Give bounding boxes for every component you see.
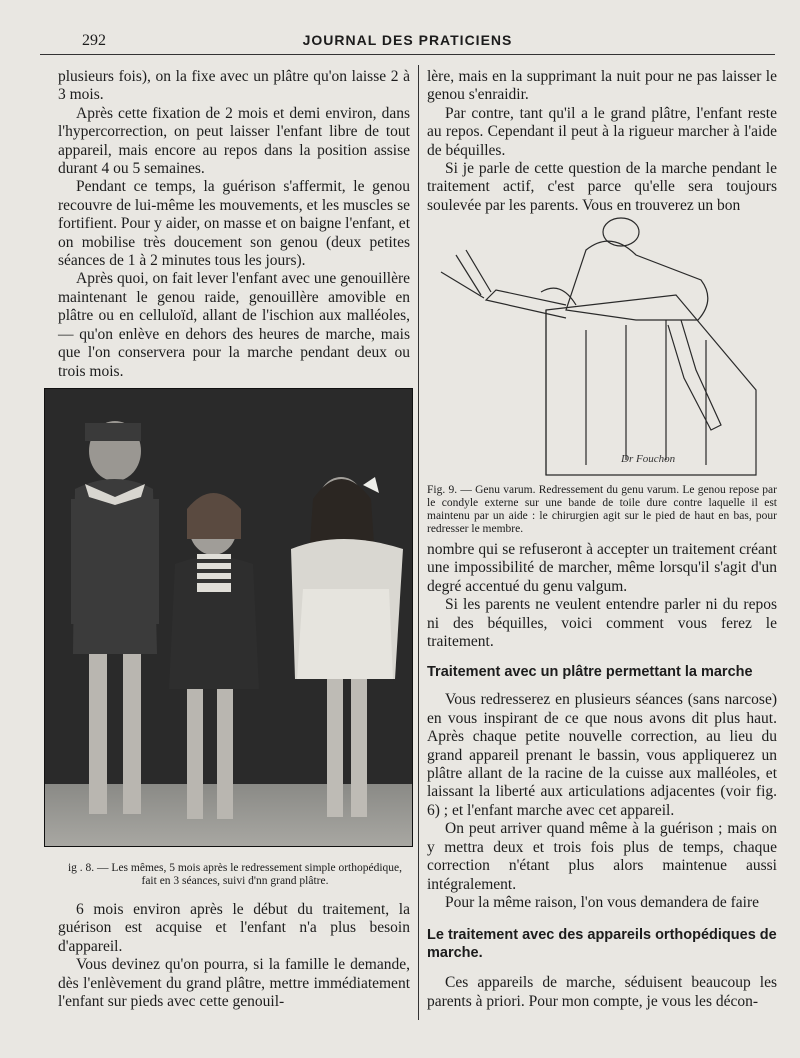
paragraph: Après quoi, on fait lever l'enfant avec une genouillère maintenant le genou raide, genouillère amovible en plâtre ou en celluloïd, allant de l'ischion aux malléoles, — qu'on enlève en dehors des heures de marche, mais que l'on conservera pour la marche pendant deux ou trois mois.	[58, 270, 410, 380]
journal-title: JOURNAL DES PRATICIENS	[302, 32, 513, 48]
figure-9-drawing	[436, 210, 771, 480]
page-number: 292	[82, 32, 106, 49]
children-photo-illustration	[45, 389, 412, 846]
paragraph: Si les parents ne veulent entendre parler ni du repos ni des béquilles, voici comment vous ferez le traitement.	[427, 596, 777, 651]
figure-9-caption-block	[427, 484, 777, 536]
paragraph: Vous redresserez en plusieurs séances (sans narcose) en vous inspirant de ce que nous avons dit plus haut. Après chaque petite nouvelle correction, au lieu du grand appareil prenant le bassin, vous appliquerez un plâtre allant de la racine de la cuisse aux malléoles, et laissant la liberté aux articulations adjacentes (voir fig. 6) ; et l'enfant marche avec cet appareil.	[427, 691, 777, 819]
paragraph: Ces appareils de marche, séduisent beaucoup les parents à priori. Pour mon compte, je vous les décon-	[427, 974, 777, 1010]
paragraph: Après cette fixation de 2 mois et demi environ, dans l'hypercorrection, on peut laisser l'enfant libre de tout appareil, mais encore au repos dans la position assise durant 4 ou 5 semaines.	[58, 104, 410, 178]
genu-varum-illustration	[436, 210, 771, 480]
figure-9-caption: Fig. 9. — Genu varum. Redressement du genu varum. Le genou repose par le condyle externe sur une bande de toile dure contre laquelle il est maintenu par un aide : le chirurgien agit sur le pied de haut en bas, pour redresser le membre.	[427, 484, 777, 535]
paragraph: 6 mois environ après le début du traitement, la guérison est acquise et l'enfant n'a plus besoin d'appareil.	[58, 901, 410, 955]
figure-8-caption: ig . 8. — Les mêmes, 5 mois après le redressement simple orthopédique, fait en 3 séances, suivi d'nn grand plâtre.	[67, 862, 403, 887]
drawing-signature: Dr Fouchon	[621, 453, 676, 465]
paragraph: lère, mais en la supprimant la nuit pour ne pas laisser le genou s'enraidir.	[427, 68, 777, 104]
section-title: Le traitement avec des appareils orthopédiques de marche.	[427, 927, 777, 962]
paragraph: On peut arriver quand même à la guérison ; mais on y mettra deux et trois fois plus de temps, chaque correction n'étant plus alors maintenue aussi intégralement.	[427, 820, 777, 893]
page-header	[40, 30, 775, 55]
column-divider	[418, 65, 419, 1020]
paragraph: Pour la même raison, l'on vous demandera de faire	[445, 893, 759, 911]
right-column-bottom	[427, 541, 777, 1011]
paragraph: nombre qui se refuseront à accepter un traitement créant une impossibilité de marcher, même lorsqu'il s'agit d'un degré accentué du genu valgum.	[427, 541, 777, 595]
left-column-top	[58, 68, 410, 381]
figure-8-photograph	[44, 388, 413, 847]
figure-8-caption-block	[66, 862, 404, 888]
paragraph: Vous devinez qu'on pourra, si la famille le demande, dès l'enlèvement du grand plâtre, mettre immédiatement l'enfant sur pieds avec cette genouil-	[58, 956, 410, 1011]
paragraph: Pendant ce temps, la guérison s'affermit, le genou recouvre de lui-même les mouvements, et les muscles se fortifient. Pour y aider, on masse et on baigne l'enfant, et on mobilise très doucement son genou (deux petites séances de 1 à 2 minutes tous les jours).	[58, 178, 410, 270]
paragraph: Par contre, tant qu'il a le grand plâtre, l'enfant reste au repos. Cependant il peut à la rigueur marcher à l'aide de béquilles.	[427, 104, 777, 159]
paragraph: plusieurs fois), on la fixe avec un plâtre qu'on laisse 2 à 3 mois.	[58, 68, 410, 104]
paragraph: Si je parle de cette question de la marche pendant le traitement actif, c'est parce qu'elle sera toujours soulevée par les parents. Vous en trouverez un bon	[427, 160, 777, 214]
right-column-top	[427, 68, 777, 215]
section-title: Traitement avec un plâtre permettant la marche	[427, 664, 753, 681]
left-column-bottom	[58, 901, 410, 1011]
